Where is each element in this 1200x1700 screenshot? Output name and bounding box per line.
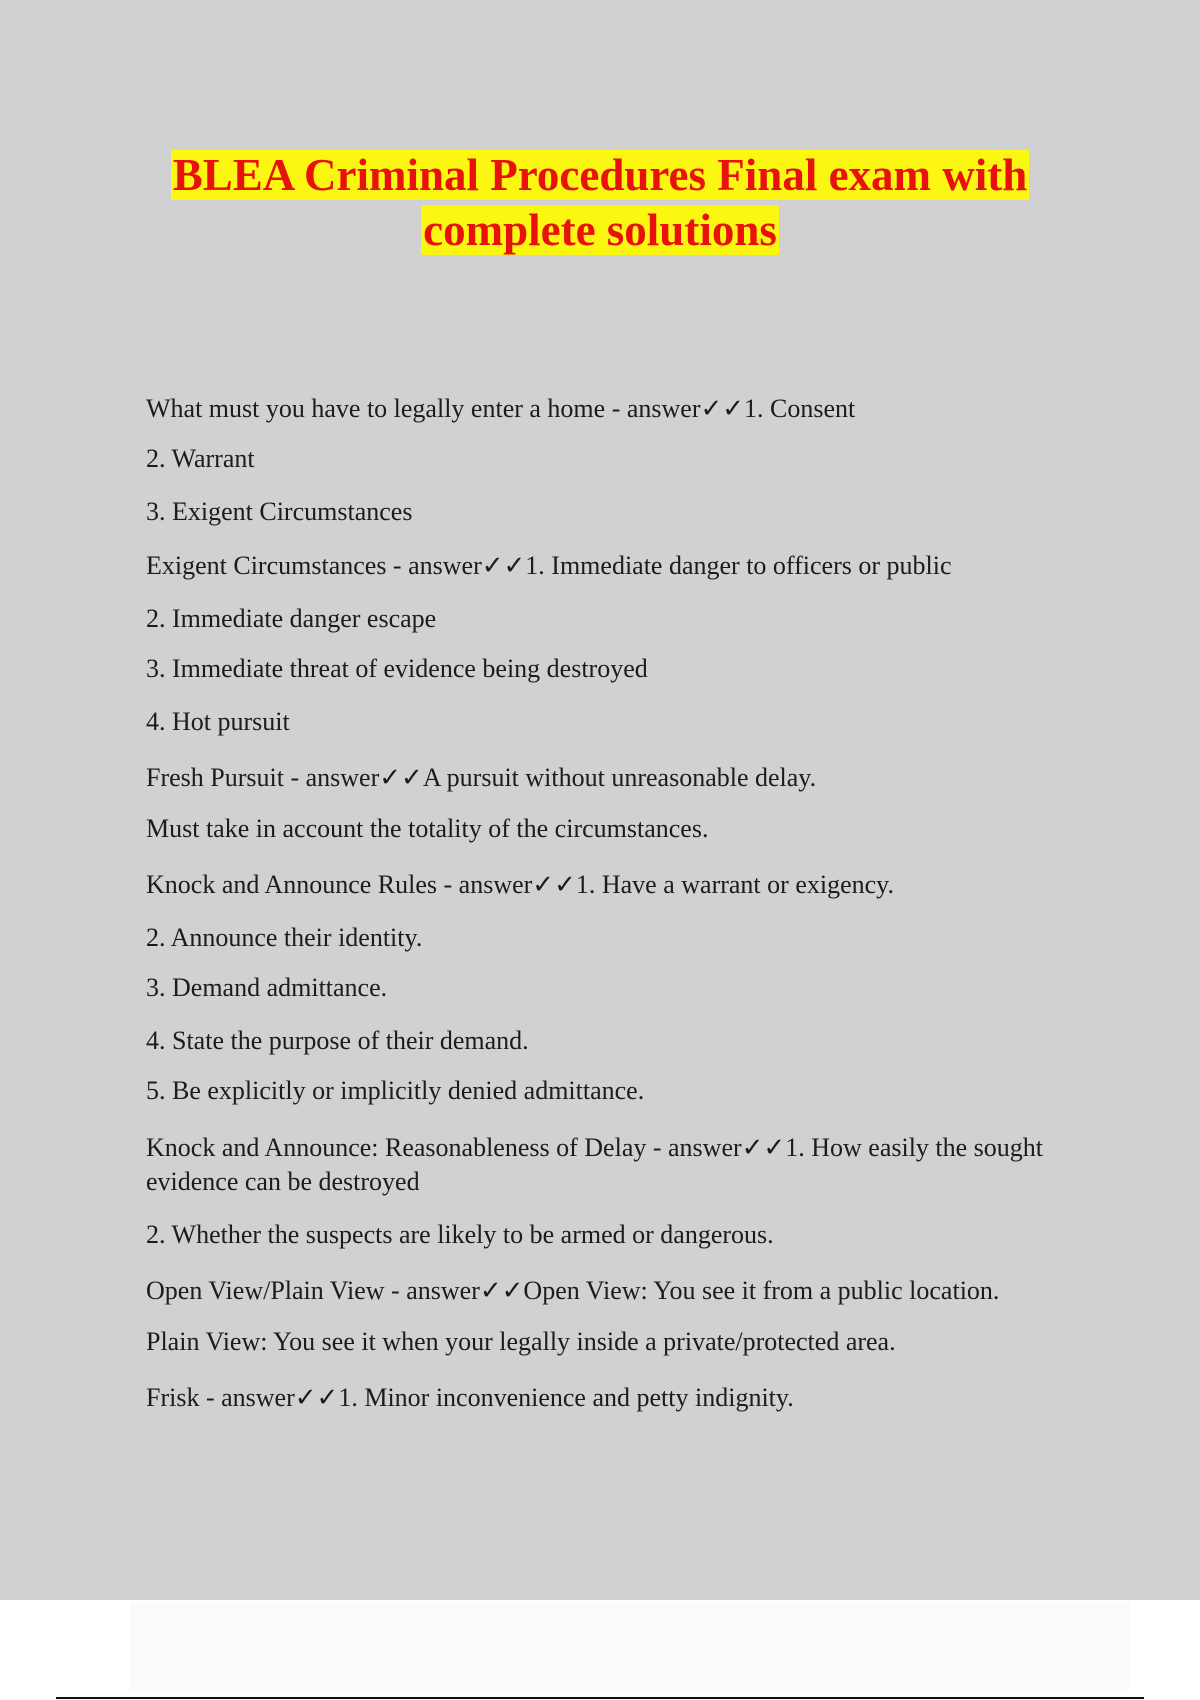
qa-answer-line: 2. Warrant xyxy=(146,444,255,473)
qa-answer-line: 4. State the purpose of their demand. xyxy=(146,1026,529,1055)
qa-answer-line: 4. Hot pursuit xyxy=(146,707,290,736)
title-line-2: complete solutions xyxy=(423,205,777,255)
title-line-1: BLEA Criminal Procedures Final exam with xyxy=(172,150,1028,200)
qa-question-exigent: Exigent Circumstances - answer✓✓1. Immediate danger to officers or public xyxy=(146,551,952,580)
qa-question-open-plain-view: Open View/Plain View - answer✓✓Open View: You see it from a public location. xyxy=(146,1276,1000,1305)
qa-answer-line: Must take in account the totality of the circumstances. xyxy=(146,814,709,843)
qa-question-fresh-pursuit: Fresh Pursuit - answer✓✓A pursuit without unreasonable delay. xyxy=(146,763,817,792)
document-title xyxy=(100,148,1100,258)
qa-answer-line: 2. Whether the suspects are likely to be armed or dangerous. xyxy=(146,1220,774,1249)
qa-answer-line: 5. Be explicitly or implicitly denied admittance. xyxy=(146,1076,645,1105)
qa-question-knock-announce: Knock and Announce Rules - answer✓✓1. Have a warrant or exigency. xyxy=(146,870,894,899)
footer-band xyxy=(130,1602,1130,1692)
qa-answer-line: 3. Immediate threat of evidence being destroyed xyxy=(146,654,648,683)
qa-answer-line: 3. Demand admittance. xyxy=(146,973,388,1002)
qa-question-enter-home: What must you have to legally enter a home - answer✓✓1. Consent xyxy=(146,394,856,423)
qa-question-frisk: Frisk - answer✓✓1. Minor inconvenience and petty indignity. xyxy=(146,1383,794,1412)
qa-answer-line: Plain View: You see it when your legally inside a private/protected area. xyxy=(146,1327,896,1356)
qa-answer-line: 3. Exigent Circumstances xyxy=(146,497,413,526)
qa-question-reasonableness-delay: Knock and Announce: Reasonableness of Delay - answer✓✓1. How easily the sought evidence can be destroyed xyxy=(146,1133,1044,1196)
qa-answer-line: 2. Immediate danger escape xyxy=(146,604,437,633)
bottom-divider xyxy=(56,1697,1144,1699)
qa-answer-line: 2. Announce their identity. xyxy=(146,923,423,952)
